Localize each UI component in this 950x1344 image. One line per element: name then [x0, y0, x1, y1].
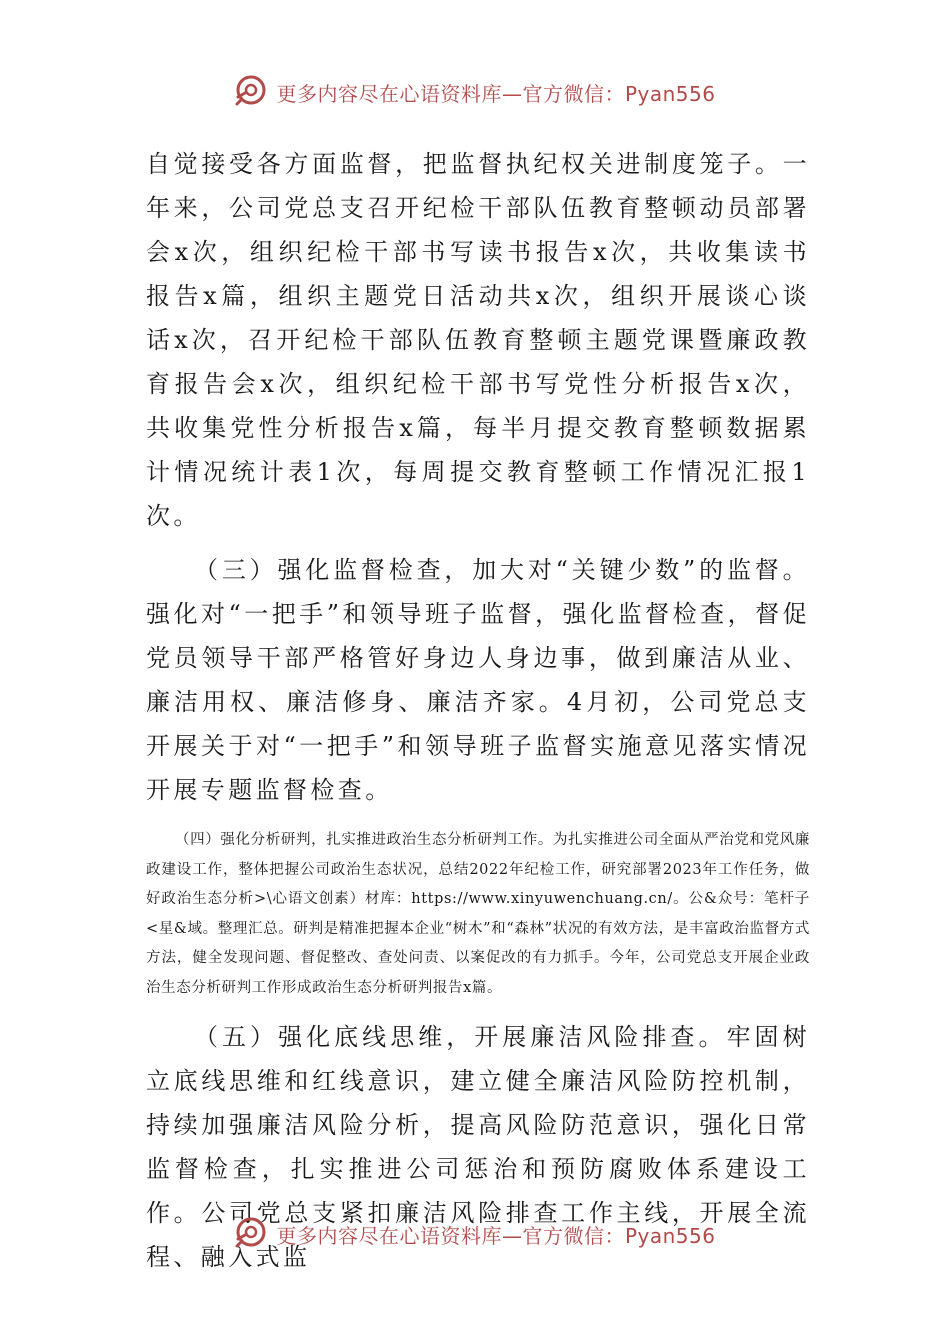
banner-text: 更多内容尽在心语资料库—官方微信：Pyan556	[276, 81, 716, 106]
header-banner	[0, 72, 950, 112]
banner-text: 更多内容尽在心语资料库—官方微信：Pyan556	[276, 1223, 716, 1248]
paragraph-3: （四）强化分析研判，扎实推进政治生态分析研判工作。为扎实推进公司全面从严治党和党风廉政建设工作，整体把握公司政治生态状况，总结2022年纪检工作，研究部署2023年工作任务，做好政治生态分析>\心语文创素）材库：https://www.xinyuwenchuang.cn/。公&众号：笔杆子<星&域。整理汇总。研判是精准把握本企业“树木”和“森林”状况的有效方法，是丰富政治监督方式方法，健全发现问题、督促整改、查处问责、以案促改的有力抓手。今年，公司党总支开展企业政治生态分析研判工作形成政治生态分析研判报告x篇。	[146, 832, 810, 996]
paragraph-2: （三）强化监督检查，加大对“关键少数”的监督。强化对“一把手”和领导班子监督，强化监督检查，督促党员领导干部严格管好身边人身边事，做到廉洁从业、廉洁用权、廉洁修身、廉洁齐家。4月初，公司党总支开展关于对“一把手”和领导班子监督实施意见落实情况开展专题监督检查。	[146, 556, 810, 804]
document-body	[146, 142, 810, 1279]
wheel-logo-icon	[234, 1215, 268, 1253]
wheel-logo-icon	[234, 73, 268, 111]
paragraph-1: 自觉接受各方面监督，把监督执纪权关进制度笼子。一年来，公司党总支召开纪检干部队伍教育整顿动员部署会x次，组织纪检干部书写读书报告x次，共收集读书报告x篇，组织主题党日活动共x次，组织开展谈心谈话x次，召开纪检干部队伍教育整顿主题党课暨廉政教育报告会x次，组织纪检干部书写党性分析报告x次，共收集党性分析报告x篇，每半月提交教育整顿数据累计情况统计表1次，每周提交教育整顿工作情况汇报1次。	[146, 150, 810, 530]
footer-banner	[0, 1214, 950, 1254]
paragraph-4: （五）强化底线思维，开展廉洁风险排查。牢固树立底线思维和红线意识，建立健全廉洁风险防控机制，持续加强廉洁风险分析，提高风险防范意识，强化日常监督检查，扎实推进公司惩治和预防腐败体系建设工作。公司党总支紧扣廉洁风险排查工作主线，开展全流程、融入式监	[146, 1023, 810, 1271]
